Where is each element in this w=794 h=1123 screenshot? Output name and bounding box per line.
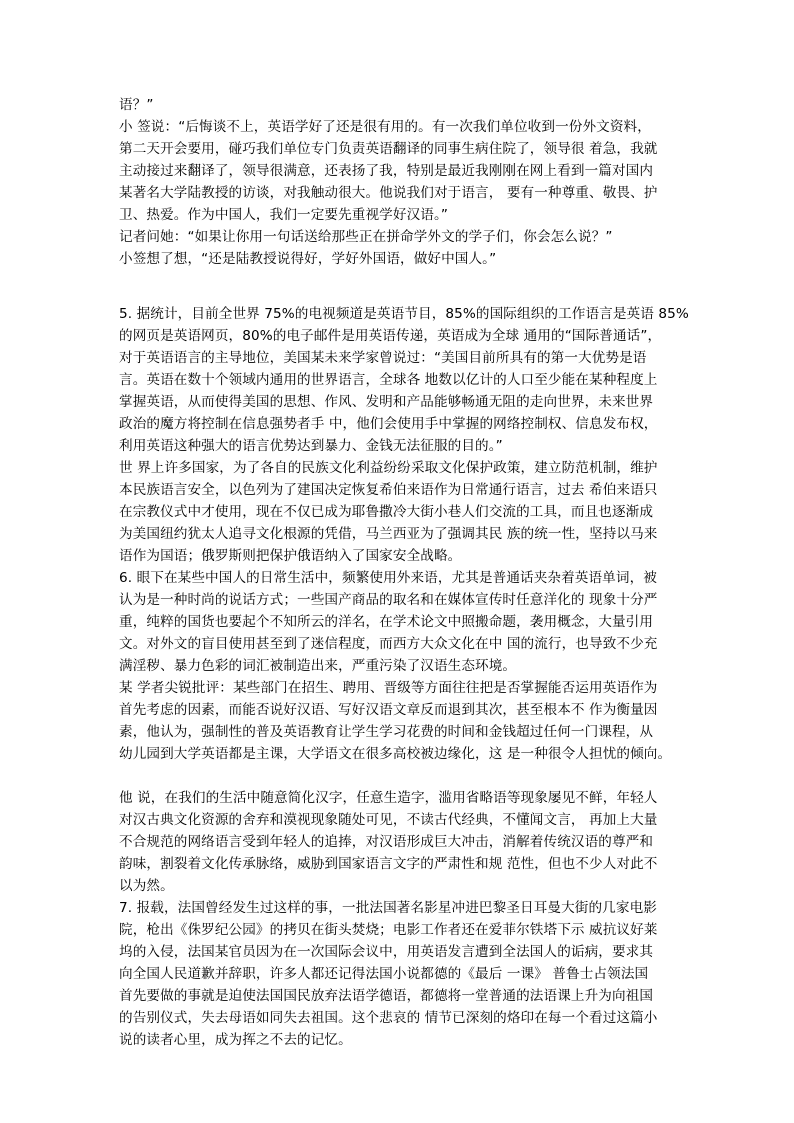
text-line: 首先考虑的因素，而能否说好汉语、写好汉语文章反而退到其次，甚至根本不 作为衡量因: [119, 702, 658, 718]
text-line: 7. 报载，法国曾经发生过这样的事，一批法国著名影星冲进巴黎圣日耳曼大街的几家电影: [119, 900, 657, 916]
text-line: 掌握英语，从而使得美国的思想、作风、发明和产品能够畅通无阻的走向世界，未来世界: [119, 394, 654, 410]
text-line: 5. 据统计，目前全世界 75%的电视频道是英语节目，85%的国际组织的工作语言是英语 85%: [119, 306, 689, 322]
text-line: 6. 眼下在某些中国人的日常生活中，频繁使用外来语，尤其是普通话夹杂着英语单词，被: [119, 570, 657, 586]
text-line: 认为是一种时尚的说话方式；一些国产商品的取名和在媒体宣传时任意洋化的 现象十分严: [119, 592, 658, 608]
text-line: 以为然。: [119, 878, 174, 894]
text-line: 语作为国语；俄罗斯则把保护俄语纳入了国家安全战略。: [119, 548, 462, 564]
text-line: 的告别仪式，失去母语如同失去祖国。这个悲哀的 情节已深刻的烙印在每一个看过这篇小: [119, 1010, 658, 1026]
text-line: 某著名大学陆教授的访谈，对我触动很大。他说我们对于语言， 要有一种尊重、敬畏、护: [119, 185, 658, 201]
text-line: 记者问她：“如果让你用一句话送给那些正在拼命学外文的学子们，你会怎么说？”: [119, 229, 613, 245]
text-line: 小 签说：“后悔谈不上，英语学好了还是很有用的。有一次我们单位收到一份外文资料，: [119, 119, 651, 135]
text-line: 对于英语语言的主导地位，美国某未来学家曾说过：“美国目前所具有的第一大优势是语: [119, 350, 647, 366]
text-line: 语？”: [119, 97, 154, 113]
text-line: 向全国人民道歉并辞职，许多人都还记得法国小说都德的《最后 一课》 普鲁士占领法国: [119, 966, 649, 982]
text-line: 首先要做的事就是迫使法国国民放弃法语学德语，都德将一堂普通的法语课上升为向祖国: [119, 988, 654, 1004]
text-line: 的网页是英语网页，80%的电子邮件是用英语传递，英语成为全球 通用的“国际普通话”，: [119, 328, 662, 344]
text-line: 世 界上许多国家，为了各自的民族文化利益纷纷采取文化保护政策，建立防范机制，维护: [119, 460, 658, 476]
text-line: 韵味，割裂着文化传承脉络，威胁到国家语言文字的严肃性和规 范性，但也不少人对此不: [119, 856, 658, 872]
text-line: 院，枪出《侏罗纪公园》的拷贝在街头焚烧；电影工作者还在爱菲尔铁塔下示 威抗议好莱: [119, 922, 658, 938]
text-line: 满淫秽、暴力色彩的词汇被制造出来，严重污染了汉语生态环境。: [119, 658, 517, 674]
text-line: 言。英语在数十个领域内通用的世界语言，全球各 地数以亿计的人口至少能在某种程度上: [119, 372, 658, 388]
text-line: 坞的入侵，法国某官员因为在一次国际会议中，用英语发言遭到全法国人的诟病，要求其: [119, 944, 654, 960]
text-line: 对汉古典文化资源的舍弃和漠视现象随处可见，不读古代经典，不懂闻文言， 再加上大量: [119, 812, 658, 828]
text-line: 主动接过来翻译了，领导很满意，还表扬了我，特别是最近我刚刚在网上看到一篇对国内: [119, 163, 654, 179]
text-line: 利用英语这种强大的语言优势达到暴力、金钱无法征服的目的。”: [119, 438, 503, 454]
text-line: 文。对外文的盲目使用甚至到了迷信程度，而西方大众文化在中 国的流行，也导致不少充: [119, 636, 658, 652]
text-line: 素，他认为，强制性的普及英语教育让学生学习花费的时间和金钱超过任何一门课程，从: [119, 724, 654, 740]
text-line: 重，纯粹的国货也要起个不知所云的洋名，在学术论文中照搬命题，袭用概念，大量引用: [119, 614, 654, 630]
text-line: 幼儿园到大学英语都是主课，大学语文在很多高校被边缘化，这 是一种很令人担忧的倾向。: [119, 746, 672, 762]
text-line: 卫、热爱。作为中国人，我们一定要先重视学好汉语。”: [119, 207, 448, 223]
text-line: 不合规范的网络语言受到年轻人的追捧，对汉语形成巨大冲击，消解着传统汉语的尊严和: [119, 834, 654, 850]
text-line: 小签想了想，“还是陆教授说得好，学好外国语，做好中国人。”: [119, 251, 497, 267]
text-line: 为美国纽约犹太人追寻文化根源的凭借，马兰西亚为了强调其民 族的统一性，坚持以马来: [119, 526, 658, 542]
text-line: 在宗教仪式中才使用，现在不仅已成为耶鲁撒冷大街小巷人们交流的工具，而且也逐渐成: [119, 504, 654, 520]
text-line: 他 说，在我们的生活中随意简化汉字，任意生造字，滥用省略语等现象屡见不鲜，年轻人: [119, 790, 658, 806]
text-line: 某 学者尖锐批评：某些部门在招生、聘用、晋级等方面往往把是否掌握能否运用英语作为: [119, 680, 658, 696]
text-line: 本民族语言安全，以色列为了建国决定恢复希伯来语作为日常通行语言，过去 希伯来语只: [119, 482, 658, 498]
text-line: 第二天开会要用，碰巧我们单位专门负责英语翻译的同事生病住院了，领导很 着急，我就: [119, 141, 658, 157]
text-line: 说的读者心里，成为挥之不去的记忆。: [119, 1032, 352, 1048]
text-line: 政治的魔方将控制在信息强势者手 中，他们会使用手中掌握的网络控制权、信息发布权，: [119, 416, 658, 432]
